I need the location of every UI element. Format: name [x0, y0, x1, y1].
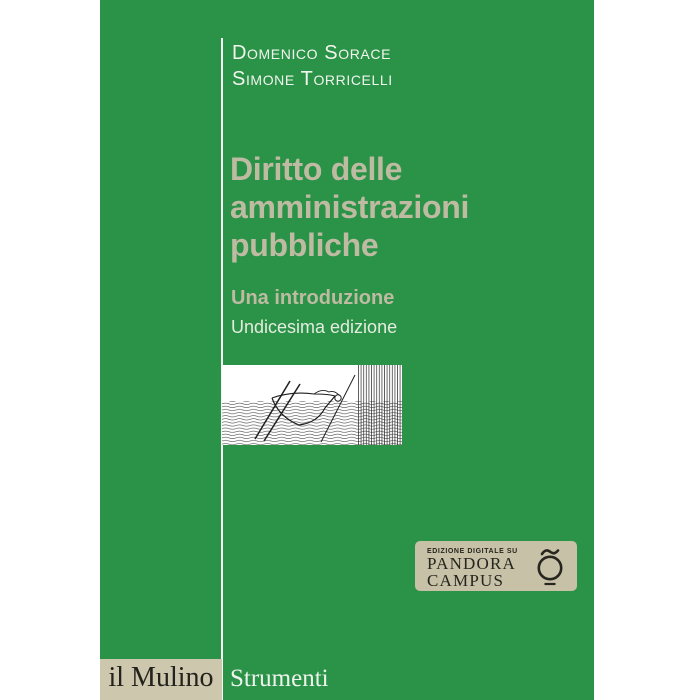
publisher-name: il Mulino [108, 662, 214, 693]
book-subtitle: Una introduzione [231, 287, 395, 309]
series-name: Strumenti [230, 665, 329, 692]
author-1: Domenico Sorace [232, 42, 392, 64]
pandora-campus-badge [415, 541, 577, 591]
boat-etching-illustration [222, 365, 402, 445]
badge-brand-line1: PANDORA [427, 554, 517, 573]
badge-kicker: EDIZIONE DIGITALE SU [427, 548, 518, 555]
book-cover [100, 0, 594, 700]
author-names [232, 40, 393, 92]
author-2: Simone Torricelli [232, 68, 393, 90]
publisher-logo-box [100, 659, 222, 700]
book-title: Diritto delle amministrazioni pubbliche [230, 151, 470, 263]
pandora-campus-ring-logo-icon [532, 547, 568, 587]
boat-etching-svg [222, 365, 402, 445]
edition-label: Undicesima edizione [231, 317, 398, 337]
badge-brand-line2: CAMPUS [427, 571, 505, 590]
